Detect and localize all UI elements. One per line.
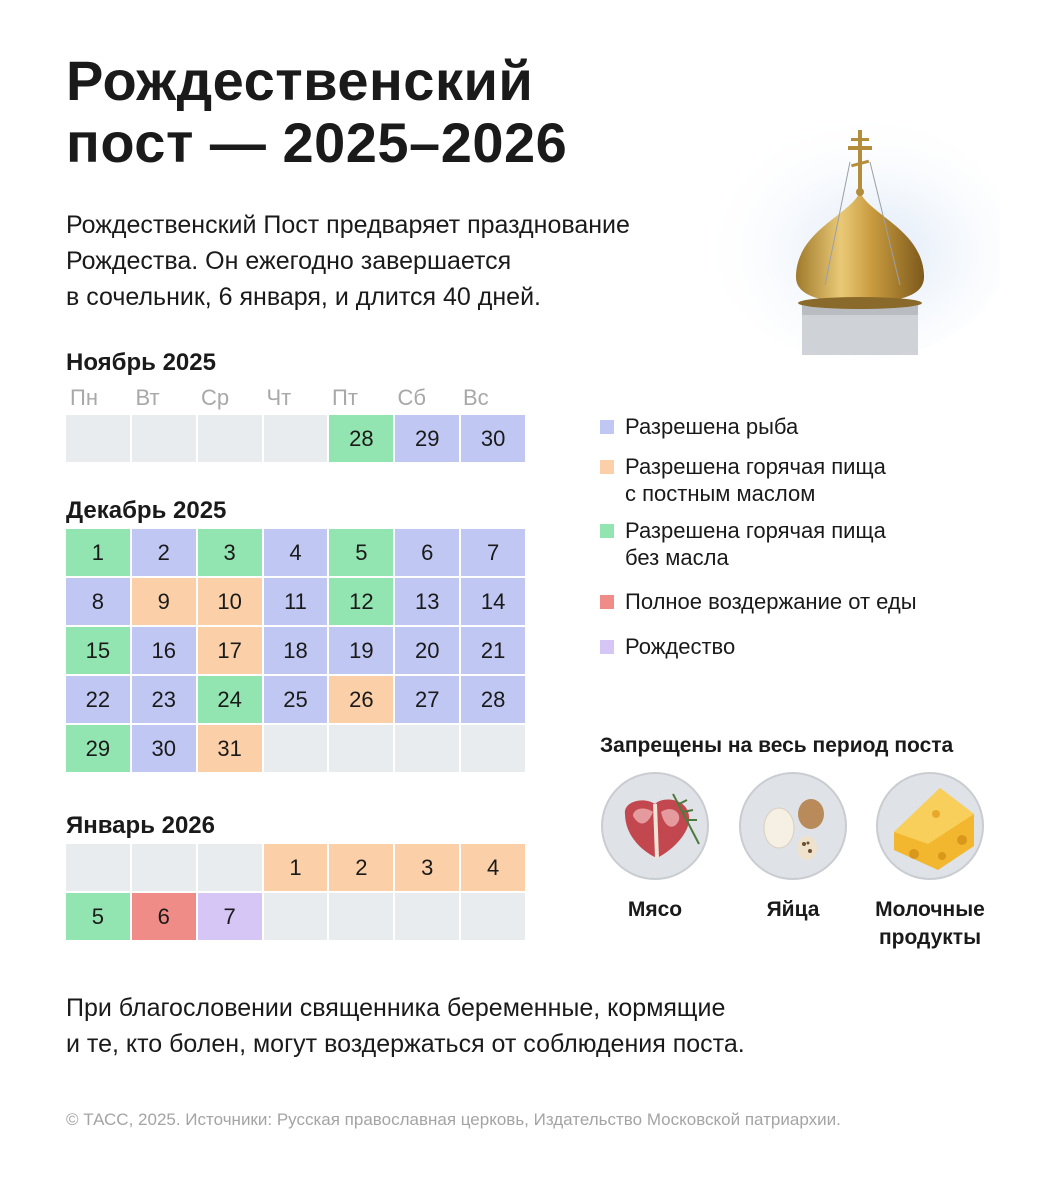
calendar-empty-cell bbox=[395, 893, 459, 940]
calendar-day: 29 bbox=[66, 725, 130, 772]
calendar-day: 24 bbox=[198, 676, 262, 723]
page-title bbox=[66, 50, 567, 174]
food-eggs bbox=[723, 772, 863, 924]
calendar-january bbox=[66, 844, 525, 940]
calendar-day: 1 bbox=[66, 529, 130, 576]
title-line-2: пост — 2025–2026 bbox=[66, 111, 568, 174]
eggs-icon bbox=[739, 772, 847, 880]
calendar-day: 16 bbox=[132, 627, 196, 674]
calendar-day: 20 bbox=[395, 627, 459, 674]
calendar-day: 28 bbox=[329, 415, 393, 462]
cheese-icon bbox=[876, 772, 984, 880]
calendar-day: 11 bbox=[264, 578, 328, 625]
calendar-empty-cell bbox=[66, 415, 130, 462]
weekday-label: Вс bbox=[463, 385, 489, 410]
source-footer: © ТАСС, 2025. Источники: Русская православная церковь, Издательство Московской патриархии. bbox=[66, 1110, 841, 1129]
church-dome-icon bbox=[700, 100, 1000, 360]
calendar-day: 29 bbox=[395, 415, 459, 462]
calendar-day: 21 bbox=[461, 627, 525, 674]
note-text bbox=[66, 990, 966, 1062]
intro-text bbox=[66, 207, 766, 315]
calendar-day: 23 bbox=[132, 676, 196, 723]
food-meat bbox=[585, 772, 725, 924]
month-title-january: Январь 2026 bbox=[66, 812, 216, 839]
swatch-green bbox=[600, 524, 614, 538]
legend-label: с постным маслом bbox=[625, 481, 816, 506]
note-line-1: При благословении священника беременные, кормящие bbox=[66, 994, 726, 1022]
calendar-day: 9 bbox=[132, 578, 196, 625]
calendar-day: 2 bbox=[329, 844, 393, 891]
intro-line-3: в сочельник, 6 января, и длится 40 дней. bbox=[66, 283, 541, 311]
calendar-day: 3 bbox=[198, 529, 262, 576]
calendar-day: 30 bbox=[132, 725, 196, 772]
calendar-day: 14 bbox=[461, 578, 525, 625]
calendar-day: 4 bbox=[461, 844, 525, 891]
calendar-day: 15 bbox=[66, 627, 130, 674]
calendar-day: 5 bbox=[66, 893, 130, 940]
note-line-2: и те, кто болен, могут воздержаться от соблюдения поста. bbox=[66, 1030, 745, 1058]
forbidden-title: Запрещены на весь период поста bbox=[600, 734, 954, 757]
calendar-day: 6 bbox=[132, 893, 196, 940]
legend-item-fish bbox=[600, 413, 798, 440]
calendar-day: 28 bbox=[461, 676, 525, 723]
calendar-empty-cell bbox=[395, 725, 459, 772]
calendar-empty-cell bbox=[329, 893, 393, 940]
calendar-day: 26 bbox=[329, 676, 393, 723]
calendar-day: 1 bbox=[264, 844, 328, 891]
calendar-day: 27 bbox=[395, 676, 459, 723]
month-title-november: Ноябрь 2025 bbox=[66, 349, 216, 376]
calendar-november bbox=[66, 415, 525, 462]
legend-item-full-abstinence bbox=[600, 588, 917, 615]
calendar-empty-cell bbox=[264, 893, 328, 940]
swatch-purple bbox=[600, 640, 614, 654]
weekday-label: Пн bbox=[70, 385, 98, 410]
title-line-1: Рождественский bbox=[66, 49, 534, 112]
legend-item-hot-food-oil bbox=[600, 453, 886, 507]
swatch-orange bbox=[600, 460, 614, 474]
food-dairy bbox=[860, 772, 1000, 952]
meat-icon bbox=[601, 772, 709, 880]
calendar-day: 22 bbox=[66, 676, 130, 723]
calendar-day: 7 bbox=[198, 893, 262, 940]
legend-label: Разрешена рыба bbox=[625, 414, 799, 439]
calendar-day: 18 bbox=[264, 627, 328, 674]
calendar-empty-cell bbox=[132, 844, 196, 891]
calendar-day: 10 bbox=[198, 578, 262, 625]
calendar-day: 5 bbox=[329, 529, 393, 576]
food-label: Мясо bbox=[627, 898, 683, 921]
calendar-day: 17 bbox=[198, 627, 262, 674]
calendar-day: 3 bbox=[395, 844, 459, 891]
calendar-day: 30 bbox=[461, 415, 525, 462]
calendar-day: 6 bbox=[395, 529, 459, 576]
intro-line-2: Рождества. Он ежегодно завершается bbox=[66, 247, 512, 275]
calendar-day: 19 bbox=[329, 627, 393, 674]
food-label: продукты bbox=[878, 926, 982, 949]
calendar-december bbox=[66, 529, 525, 772]
calendar-day: 25 bbox=[264, 676, 328, 723]
calendar-day: 12 bbox=[329, 578, 393, 625]
weekday-label: Пт bbox=[332, 385, 358, 410]
swatch-blue bbox=[600, 420, 614, 434]
calendar-empty-cell bbox=[461, 893, 525, 940]
calendar-day: 7 bbox=[461, 529, 525, 576]
legend-label: Разрешена горячая пища bbox=[625, 518, 886, 543]
weekday-label: Ср bbox=[201, 385, 230, 410]
legend-label: Разрешена горячая пища bbox=[625, 454, 886, 479]
calendar-day: 13 bbox=[395, 578, 459, 625]
weekday-label: Чт bbox=[266, 385, 292, 410]
calendar-empty-cell bbox=[264, 415, 328, 462]
legend-item-hot-food-no-oil bbox=[600, 517, 886, 571]
calendar-empty-cell bbox=[329, 725, 393, 772]
calendar-empty-cell bbox=[461, 725, 525, 772]
legend-label: Рождество bbox=[625, 634, 736, 659]
calendar-day: 8 bbox=[66, 578, 130, 625]
calendar-day: 2 bbox=[132, 529, 196, 576]
calendar-day: 31 bbox=[198, 725, 262, 772]
legend-label: Полное воздержание от еды bbox=[625, 589, 917, 614]
calendar-empty-cell bbox=[198, 844, 262, 891]
calendar-day: 4 bbox=[264, 529, 328, 576]
food-label: Яйца bbox=[766, 898, 820, 921]
swatch-red bbox=[600, 595, 614, 609]
weekday-label: Вт bbox=[135, 385, 160, 410]
intro-line-1: Рождественский Пост предваряет празднование bbox=[66, 211, 630, 239]
food-label: Молочные bbox=[875, 898, 985, 921]
calendar-empty-cell bbox=[264, 725, 328, 772]
calendar-empty-cell bbox=[66, 844, 130, 891]
calendar-empty-cell bbox=[198, 415, 262, 462]
month-title-december: Декабрь 2025 bbox=[66, 497, 227, 524]
weekday-label: Сб bbox=[397, 385, 426, 410]
legend-label: без масла bbox=[625, 545, 729, 570]
weekday-header bbox=[66, 385, 525, 411]
legend-item-christmas bbox=[600, 633, 735, 660]
calendar-empty-cell bbox=[132, 415, 196, 462]
